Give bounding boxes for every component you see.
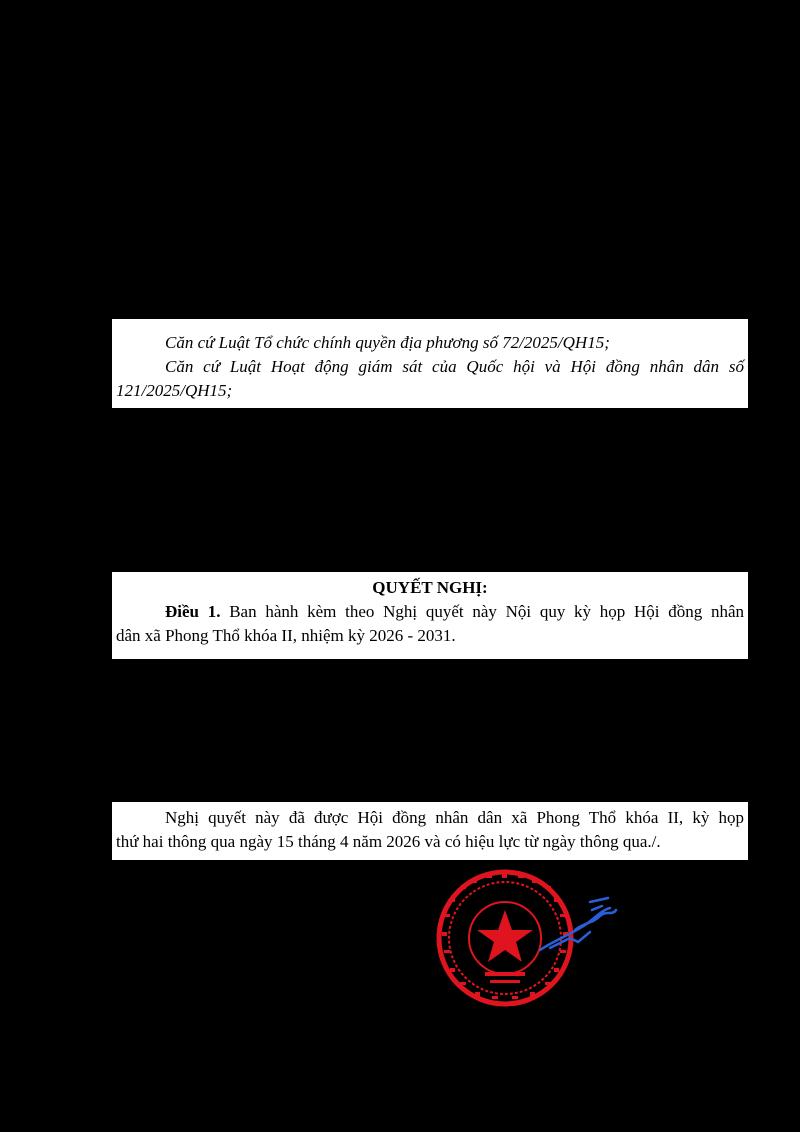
- closing-panel: [112, 802, 748, 860]
- article-1-text: Ban hành kèm theo Nghị quyết này Nội quy kỳ họp Hội đồng nhân: [229, 602, 745, 621]
- signature-icon: [530, 880, 620, 960]
- article-1-line-2: dân xã Phong Thổ khóa II, nhiệm kỳ 2026 - 2031.: [116, 626, 456, 645]
- preamble-panel: [112, 319, 748, 408]
- legal-basis-line-2: Căn cứ Luật Hoạt động giám sát của Quốc hội và Hội đồng nhân dân số: [165, 357, 744, 376]
- article-1-label: Điều 1.: [165, 602, 221, 621]
- closing-line-2: thứ hai thông qua ngày 15 tháng 4 năm 2026 và có hiệu lực từ ngày thông qua./.: [116, 832, 661, 851]
- resolution-panel: [112, 572, 748, 659]
- article-1-line-1: [116, 600, 744, 624]
- legal-basis-line-3: 121/2025/QH15;: [116, 381, 233, 400]
- resolution-heading: QUYẾT NGHỊ:: [372, 578, 488, 597]
- closing-line-1: Nghị quyết này đã được Hội đồng nhân dân xã Phong Thổ khóa II, kỳ họp: [165, 808, 744, 827]
- legal-basis-line-1: Căn cứ Luật Tổ chức chính quyền địa phương số 72/2025/QH15;: [165, 333, 610, 352]
